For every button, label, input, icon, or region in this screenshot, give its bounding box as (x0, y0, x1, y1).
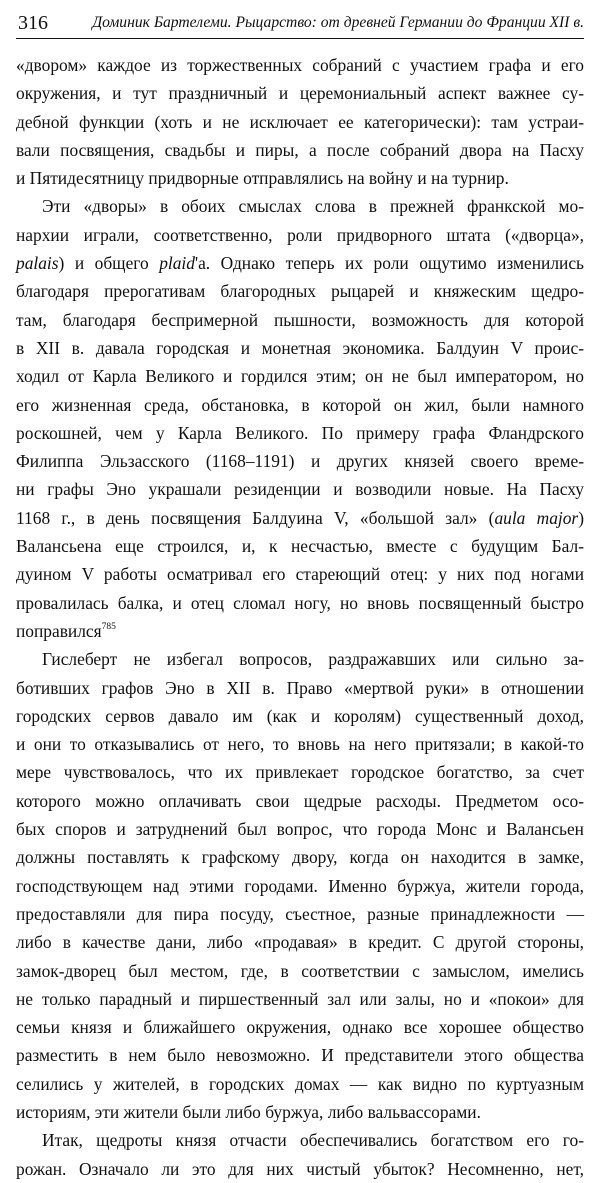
text-line: городских сервов давало им (как и королям) существенный доход, (16, 705, 584, 726)
page-header (16, 8, 584, 39)
text-line: благодаря прерогативам благородных рыцарей и княжеским щедро- (16, 281, 584, 302)
text-line: в XII в. давала городская и монетная экономика. Балдуин V проис- (16, 337, 584, 358)
text-line-mixed (16, 249, 584, 277)
text-segment: ) (578, 507, 585, 528)
text-line: мере чувствовалось, что их привлекает городское богатство, за счет (16, 762, 584, 783)
text-segment: ) (58, 253, 65, 274)
text-line: там, благодаря беспримерной пышности, возможность для которой (16, 309, 584, 330)
text-segment: поправился (16, 620, 102, 641)
text-line: и Пятидесятницу придворные отправлялись на войну и на турнир. (16, 168, 509, 189)
italic-term: aula major (494, 507, 579, 528)
text-line: бых споров и затруднений был вопрос, что города Монс и Валансьен (16, 819, 584, 840)
text-line: селились у жителей, в городских домах — как видно по куртуазным (16, 1073, 584, 1094)
text-segment: ( (488, 507, 495, 528)
text-line: его жизненная среда, обстановка, в которой он жил, были намного (16, 394, 584, 415)
text-line: рожан. Означало ли это для них чистый убыток? Несомненно, нет, (16, 1158, 584, 1179)
text-line: нархии играли, соответственно, роли придворного штата («дворца», (16, 224, 584, 245)
text-line: ни графы Эно украшали резиденции и возводили новые. На Пасху (16, 479, 584, 500)
text-line: дуином V работы осматривал его стареющий отец: у них под ногами (16, 564, 584, 585)
text-line: ходил от Карла Великого и гордился этим; он не был императором, но (16, 366, 584, 387)
paragraph-start: Гислеберт не избегал вопросов, раздражавших или сильно за- (42, 649, 584, 670)
text-line: предоставляли для пира посуду, съестное, разные принадлежности — (16, 903, 584, 924)
text-line: провалилась балка, и отец сломал ногу, но вновь посвященный быстро (16, 592, 584, 613)
text-line: либо в качестве дани, либо «продавая» в кредит. С другой стороны, (16, 932, 584, 953)
page-number: 316 (18, 12, 48, 34)
text-line: Валансьена еще строился, и, к несчастью, вместе с будущим Бал- (16, 536, 584, 557)
text-segment: и общего (74, 253, 149, 274)
text-line-mixed (16, 617, 584, 645)
body-text (16, 51, 584, 1183)
text-line: не только парадный и пиршественный зал или залы, но и «покои» для (16, 988, 584, 1009)
text-line: историям, эти жители были либо буржуа, либо вальвассорами. (16, 1101, 481, 1122)
text-segment: 1168 г., в день посвящения Балдуина V, «большой зал» (16, 507, 478, 528)
text-line: которого можно оплачивать свои щедрые расходы. Предметом осо- (16, 790, 584, 811)
text-line: ботивших графов Эно в XII в. Право «мертвой руки» в отношении (16, 677, 584, 698)
paragraph-start: Эти «дворы» в обоих смыслах слова в прежней франкской мо- (42, 196, 584, 217)
text-line: Филиппа Эльзасского (1168–1191) и других князей своего време- (16, 451, 584, 472)
text-line: замок-дворец был местом, где, в соответствии с замыслом, имелись (16, 960, 584, 981)
text-line: вали посвящения, свадьбы и пиры, а после собраний двора на Пасху (16, 139, 584, 160)
text-line: разместить в нем было невозможно. И представители этого общества (16, 1045, 584, 1066)
text-segment: 'а. Однако теперь их роли ощутимо изменились (194, 253, 584, 274)
paragraph-start: Итак, щедроты князя отчасти обеспечивались богатством его го- (42, 1130, 584, 1151)
text-line: роскошней, чем у Карла Великого. По примеру графа Фландрского (16, 422, 584, 443)
italic-term: plaid (159, 253, 195, 274)
text-line-mixed (16, 504, 584, 532)
text-line: и они то отказывались от него, то вновь на него притязали; в какой-то (16, 734, 584, 755)
text-line: «двором» каждое из торжественных собраний с участием графа и его (16, 55, 584, 75)
text-line: должны поставлять к графскому двору, когда он находится в замке, (16, 847, 584, 868)
footnote-marker: 785 (101, 621, 116, 632)
text-line: дебной функции (хоть и не исключает ее категорически): там устраи- (16, 111, 584, 132)
italic-term: palais (16, 253, 59, 274)
text-line: семьи князя и ближайшего окружения, однако все хорошее общество (16, 1017, 584, 1038)
running-title: Доминик Бартелеми. Рыцарство: от древней Германии до Франции XII в. (92, 14, 584, 31)
text-line: господствующем над этими городами. Именно буржуа, жители города, (16, 875, 584, 896)
text-line: окружения, и тут праздничный и церемониальный аспект важнее су- (16, 83, 584, 104)
